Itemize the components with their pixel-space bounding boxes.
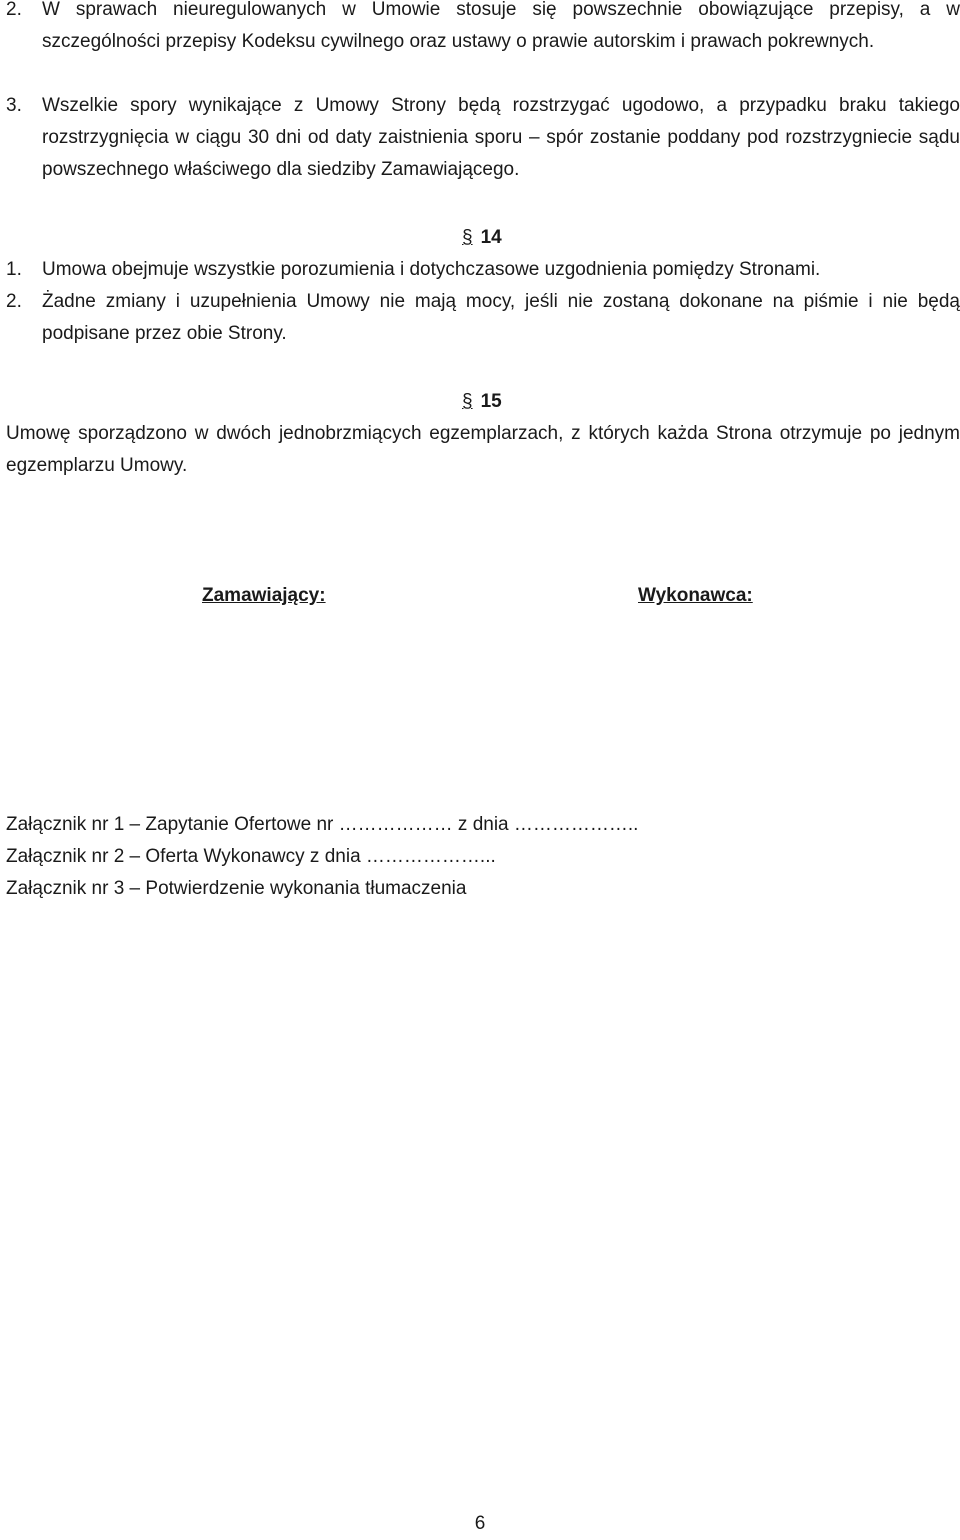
- clause-number: 3.: [6, 95, 22, 116]
- section-symbol: §: [462, 227, 473, 248]
- clause-14-1: [6, 254, 960, 286]
- clause-text: Wszelkie spory wynikające z Umowy Strony będą rozstrzygać ugodowo, a przypadku braku takiego rozstrzygnięcia w ciągu 30 dni od daty zaistnienia sporu – spór zostanie poddany pod rozstrzygniecie sądu powszechnego właściwego dla siedziby Zamawiającego.: [42, 95, 960, 180]
- section-number: 15: [480, 391, 502, 412]
- section-15-heading: [462, 386, 502, 418]
- clause-13-3: [6, 90, 960, 186]
- clause-text: W sprawach nieuregulowanych w Umowie stosuje się powszechnie obowiązujące przepisy, a w szczególności przepisy Kodeksu cywilnego oraz ustawy o prawie autorskim i prawach pokrewnych.: [42, 0, 960, 52]
- attachment-2: Załącznik nr 2 – Oferta Wykonawcy z dnia ………………...: [6, 846, 496, 867]
- section-number: 14: [480, 227, 502, 248]
- signature-label-contractor: Wykonawca:: [638, 585, 753, 606]
- section-14-heading: [462, 222, 502, 254]
- clause-13-2: [6, 0, 960, 58]
- signature-label-ordering-party: Zamawiający:: [202, 585, 326, 606]
- clause-text: Umowa obejmuje wszystkie porozumienia i dotychczasowe uzgodnienia pomiędzy Stronami.: [42, 259, 821, 280]
- clause-number: 2.: [6, 291, 22, 312]
- section-15-text: Umowę sporządzono w dwóch jednobrzmiących egzemplarzach, z których każda Strona otrzymuje po jednym egzemplarzu Umowy.: [6, 423, 960, 476]
- section-symbol: §: [462, 391, 473, 412]
- clause-number: 2.: [6, 0, 22, 20]
- clause-text: Żadne zmiany i uzupełnienia Umowy nie mają mocy, jeśli nie zostaną dokonane na piśmie i nie będą podpisane przez obie Strony.: [42, 291, 960, 344]
- attachment-1: Załącznik nr 1 – Zapytanie Ofertowe nr ……………… z dnia ………………..: [6, 814, 639, 835]
- clause-14-2: [6, 286, 960, 350]
- clause-number: 1.: [6, 259, 22, 280]
- attachment-3: Załącznik nr 3 – Potwierdzenie wykonania tłumaczenia: [6, 878, 467, 899]
- page-number: 6: [474, 1513, 486, 1534]
